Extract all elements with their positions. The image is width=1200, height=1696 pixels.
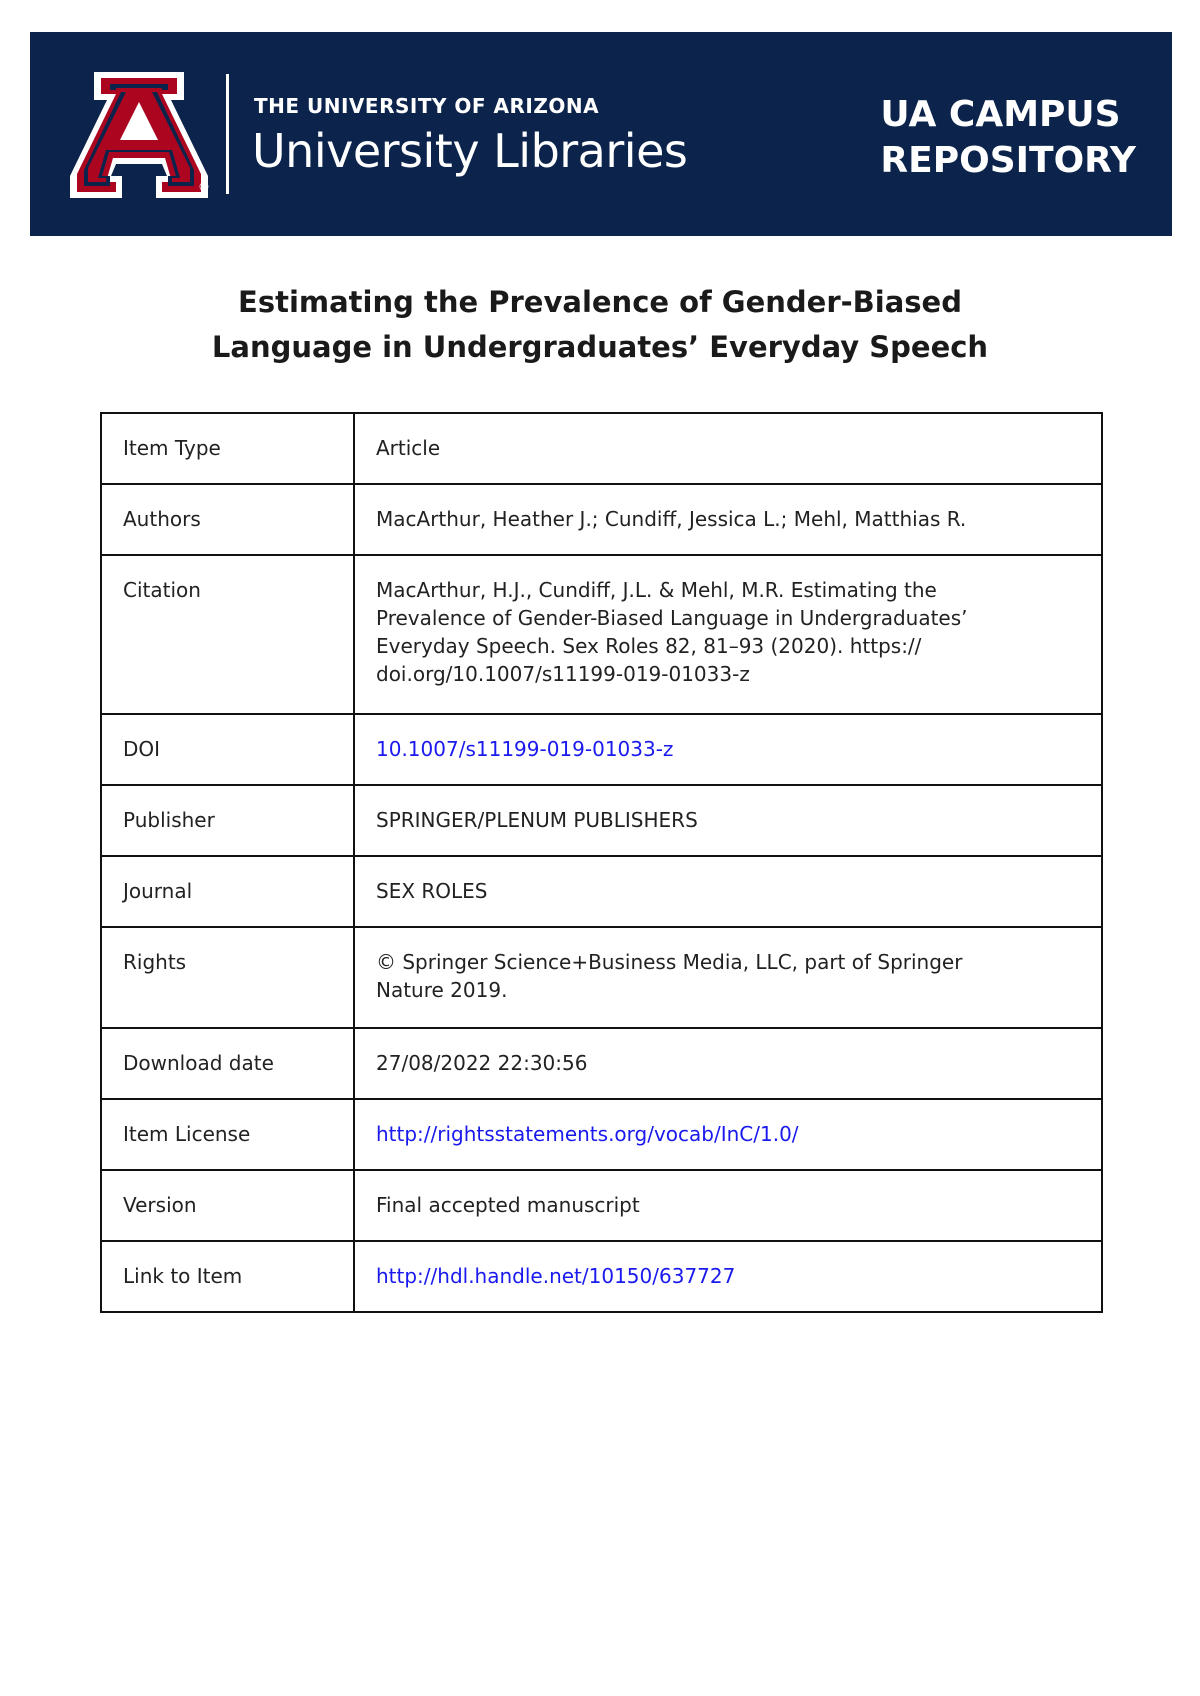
row-version (101, 1170, 1102, 1241)
row-citation (101, 555, 1102, 714)
row-authors (101, 484, 1102, 555)
label-item-license: Item License (101, 1099, 354, 1170)
row-item-license (101, 1099, 1102, 1170)
library-name: University Libraries (252, 124, 688, 178)
value-download-date: 27/08/2022 22:30:56 (354, 1028, 1102, 1099)
title-line-2: Language in Undergraduates’ Everyday Speech (211, 330, 989, 364)
title-line-1: Estimating the Prevalence of Gender-Biased (238, 285, 962, 319)
label-item-type: Item Type (101, 413, 354, 484)
citation-line-4: doi.org/10.1007/s11199-019-01033-z (376, 662, 750, 686)
repository-line-1: UA CAMPUS (880, 94, 1121, 135)
label-journal: Journal (101, 856, 354, 927)
value-item-license (354, 1099, 1102, 1170)
label-authors: Authors (101, 484, 354, 555)
label-rights: Rights (101, 927, 354, 1028)
label-link-to-item: Link to Item (101, 1241, 354, 1312)
repository-line-2: REPOSITORY (880, 140, 1136, 181)
citation-line-1: MacArthur, H.J., Cundiff, J.L. & Mehl, M.R. Estimating the (376, 578, 937, 602)
row-rights (101, 927, 1102, 1028)
metadata-table (100, 412, 1103, 1313)
value-link-to-item (354, 1241, 1102, 1312)
university-name: THE UNIVERSITY OF ARIZONA (254, 94, 600, 118)
value-rights (354, 927, 1102, 1028)
label-download-date: Download date (101, 1028, 354, 1099)
rights-line-1: © Springer Science+Business Media, LLC, part of Springer (376, 950, 963, 974)
item-link[interactable]: http://hdl.handle.net/10150/637727 (376, 1264, 736, 1288)
doi-link[interactable]: 10.1007/s11199-019-01033-z (376, 737, 674, 761)
value-citation (354, 555, 1102, 714)
row-journal (101, 856, 1102, 927)
repository-banner (30, 32, 1172, 236)
citation-line-2: Prevalence of Gender-Biased Language in Undergraduates’ (376, 606, 968, 630)
value-doi (354, 714, 1102, 785)
label-doi: DOI (101, 714, 354, 785)
row-link-to-item (101, 1241, 1102, 1312)
arizona-a-logo-icon (70, 72, 208, 198)
license-link[interactable]: http://rightsstatements.org/vocab/InC/1.0/ (376, 1122, 799, 1146)
banner-divider (226, 74, 229, 194)
row-item-type (101, 413, 1102, 484)
value-journal: SEX ROLES (354, 856, 1102, 927)
registered-mark: ® (198, 180, 210, 194)
repository-name (880, 92, 1136, 184)
label-publisher: Publisher (101, 785, 354, 856)
document-title (0, 280, 1200, 370)
value-authors: MacArthur, Heather J.; Cundiff, Jessica L.; Mehl, Matthias R. (354, 484, 1102, 555)
row-publisher (101, 785, 1102, 856)
row-download-date (101, 1028, 1102, 1099)
row-doi (101, 714, 1102, 785)
value-version: Final accepted manuscript (354, 1170, 1102, 1241)
rights-line-2: Nature 2019. (376, 978, 508, 1002)
value-publisher: SPRINGER/PLENUM PUBLISHERS (354, 785, 1102, 856)
citation-line-3: Everyday Speech. Sex Roles 82, 81–93 (2020). https:// (376, 634, 922, 658)
label-version: Version (101, 1170, 354, 1241)
label-citation: Citation (101, 555, 354, 714)
value-item-type: Article (354, 413, 1102, 484)
